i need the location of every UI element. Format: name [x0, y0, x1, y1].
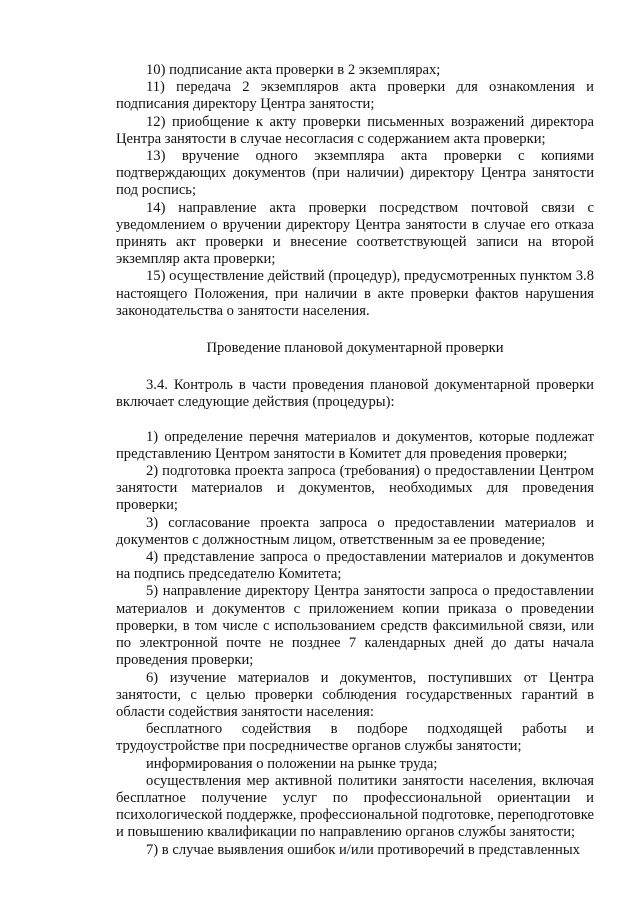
paragraph-step-6: 6) изучение материалов и документов, поступивших от Центра занятости, с целью проверки соблюдения государственных гарантий в области содействия занятости населения: — [116, 669, 594, 720]
paragraph-step-3: 3) согласование проекта запроса о предоставлении материалов и документов с должностным лицом, ответственным за ее проведение; — [116, 514, 594, 548]
paragraph-guarantee-3: осуществления мер активной политики занятости населения, включая бесплатное получение услуг по профессиональной ориентации и психологической поддержке, профессиональной подготовке, переподготовке и повышению квалификации по направлению органов службы занятости; — [116, 772, 594, 841]
paragraph-item-12: 12) приобщение к акту проверки письменных возражений директора Центра занятости в случае несогласия с содержанием акта проверки; — [116, 113, 594, 147]
paragraph-step-2: 2) подготовка проекта запроса (требования) о предоставлении Центром занятости материалов и документов, необходимых для проведения проверки; — [116, 463, 594, 514]
paragraph-item-14: 14) направление акта проверки посредством почтовой связи с уведомлением о вручении директору Центра занятости в случае его отказа принять акт проверки и внесение соответствующей записи на второй экземпляр акта проверки; — [116, 199, 594, 268]
paragraph-item-13: 13) вручение одного экземпляра акта проверки с копиями подтверждающих документов (при наличии) директору Центра занятости под роспись; — [116, 148, 594, 199]
section-heading: Проведение плановой документарной проверки — [206, 340, 504, 357]
paragraph-item-11: 11) передача 2 экземпляров акта проверки для ознакомления и подписания директору Центра занятости; — [116, 79, 594, 113]
paragraph-item-15: 15) осуществление действий (процедур), предусмотренных пунктом 3.8 настоящего Положения, при наличии в акте проверки фактов нарушения законодательства о занятости населения. — [116, 268, 594, 319]
document-body — [116, 62, 594, 859]
paragraph-guarantee-2: информирования о положении на рынке труда; — [146, 755, 438, 772]
paragraph-step-1: 1) определение перечня материалов и документов, которые подлежат представлению Центром занятости в Комитет для проведения проверки; — [116, 428, 594, 462]
paragraph-step-4: 4) представление запроса о предоставлении материалов и документов на подпись председателю Комитета; — [116, 549, 594, 583]
paragraph-guarantee-1: бесплатного содействия в подборе подходящей работы и трудоустройстве при посредничестве органов службы занятости; — [116, 721, 594, 755]
paragraph-item-10: 10) подписание акта проверки в 2 экземплярах; — [146, 62, 441, 78]
paragraph-step-5: 5) направление директору Центра занятости запроса о предоставлении материалов и документов с приложением копии приказа о проведении проверки, в том числе с использованием средств факсимильной связи, или по электронной почте не позднее 7 календарных дней до даты начала проведения проверки; — [116, 583, 594, 669]
intro-paragraph: 3.4. Контроль в части проведения плановой документарной проверки включает следующие действия (процедуры): — [116, 377, 594, 411]
paragraph-step-7: 7) в случае выявления ошибок и/или противоречий в представленных — [146, 841, 580, 858]
